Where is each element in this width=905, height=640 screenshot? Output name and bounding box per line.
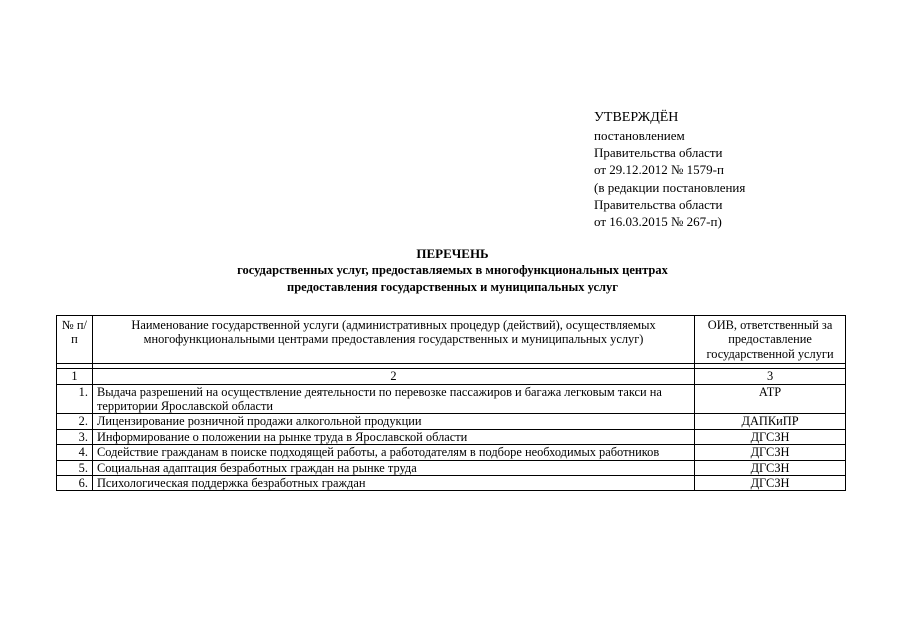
row-oiv: ДГСЗН [695,460,846,475]
approval-stamp [594,108,745,230]
column-number: 3 [695,369,846,384]
row-service-name: Содействие гражданам в поиске подходящей работы, а работодателям в подборе необходимых работников [92,445,694,460]
row-num: 4. [57,445,93,460]
approval-line: от 29.12.2012 № 1579-п [594,162,724,178]
row-oiv: ДГСЗН [695,429,846,444]
row-num: 2. [57,414,93,429]
row-oiv: ДАПКиПР [695,414,846,429]
approval-line: Правительства области [594,145,723,161]
row-num: 6. [57,476,93,491]
title-subtitle-line-2: предоставления государственных и муниципальных услуг [287,279,618,294]
row-oiv: ДГСЗН [695,445,846,460]
column-number: 1 [57,369,93,384]
row-service-name: Социальная адаптация безработных граждан на рынке труда [92,460,694,475]
row-num: 5. [57,460,93,475]
title-main: ПЕРЕЧЕНЬ [416,246,489,261]
table-row [57,460,846,475]
row-oiv: АТР [695,384,846,414]
approval-heading: УТВЕРЖДЁН [594,110,679,125]
row-service-name: Лицензирование розничной продажи алкогольной продукции [92,414,694,429]
document-title [0,245,905,295]
table-row [57,414,846,429]
row-service-name: Психологическая поддержка безработных граждан [92,476,694,491]
header-num: № п/п [57,316,93,364]
services-table [56,315,846,491]
table-row [57,429,846,444]
table-header-row [57,316,846,364]
row-num: 1. [57,384,93,414]
approval-line: Правительства области [594,196,723,212]
approval-line: от 16.03.2015 № 267-п) [594,214,722,230]
approval-line: постановлением [594,128,685,143]
approval-line: (в редакции постановления [594,179,746,195]
row-num: 3. [57,429,93,444]
row-service-name: Выдача разрешений на осуществление деятельности по перевозке пассажиров и багажа легковым такси на территории Ярославской области [92,384,694,414]
table-row [57,445,846,460]
table-row [57,384,846,414]
header-oiv: ОИВ, ответственный за предоставление государственной услуги [695,316,846,364]
column-number: 2 [92,369,694,384]
header-service-name: Наименование государственной услуги (административных процедур (действий), осуществляемых многофункциональными центрами предоставления государственных и муниципальных услуг) [92,316,694,364]
title-subtitle-line-1: государственных услуг, предоставляемых в многофункциональных центрах [237,263,668,277]
row-service-name: Информирование о положении на рынке труда в Ярославской области [92,429,694,444]
row-oiv: ДГСЗН [695,476,846,491]
column-number-row [57,369,846,384]
table-row [57,476,846,491]
